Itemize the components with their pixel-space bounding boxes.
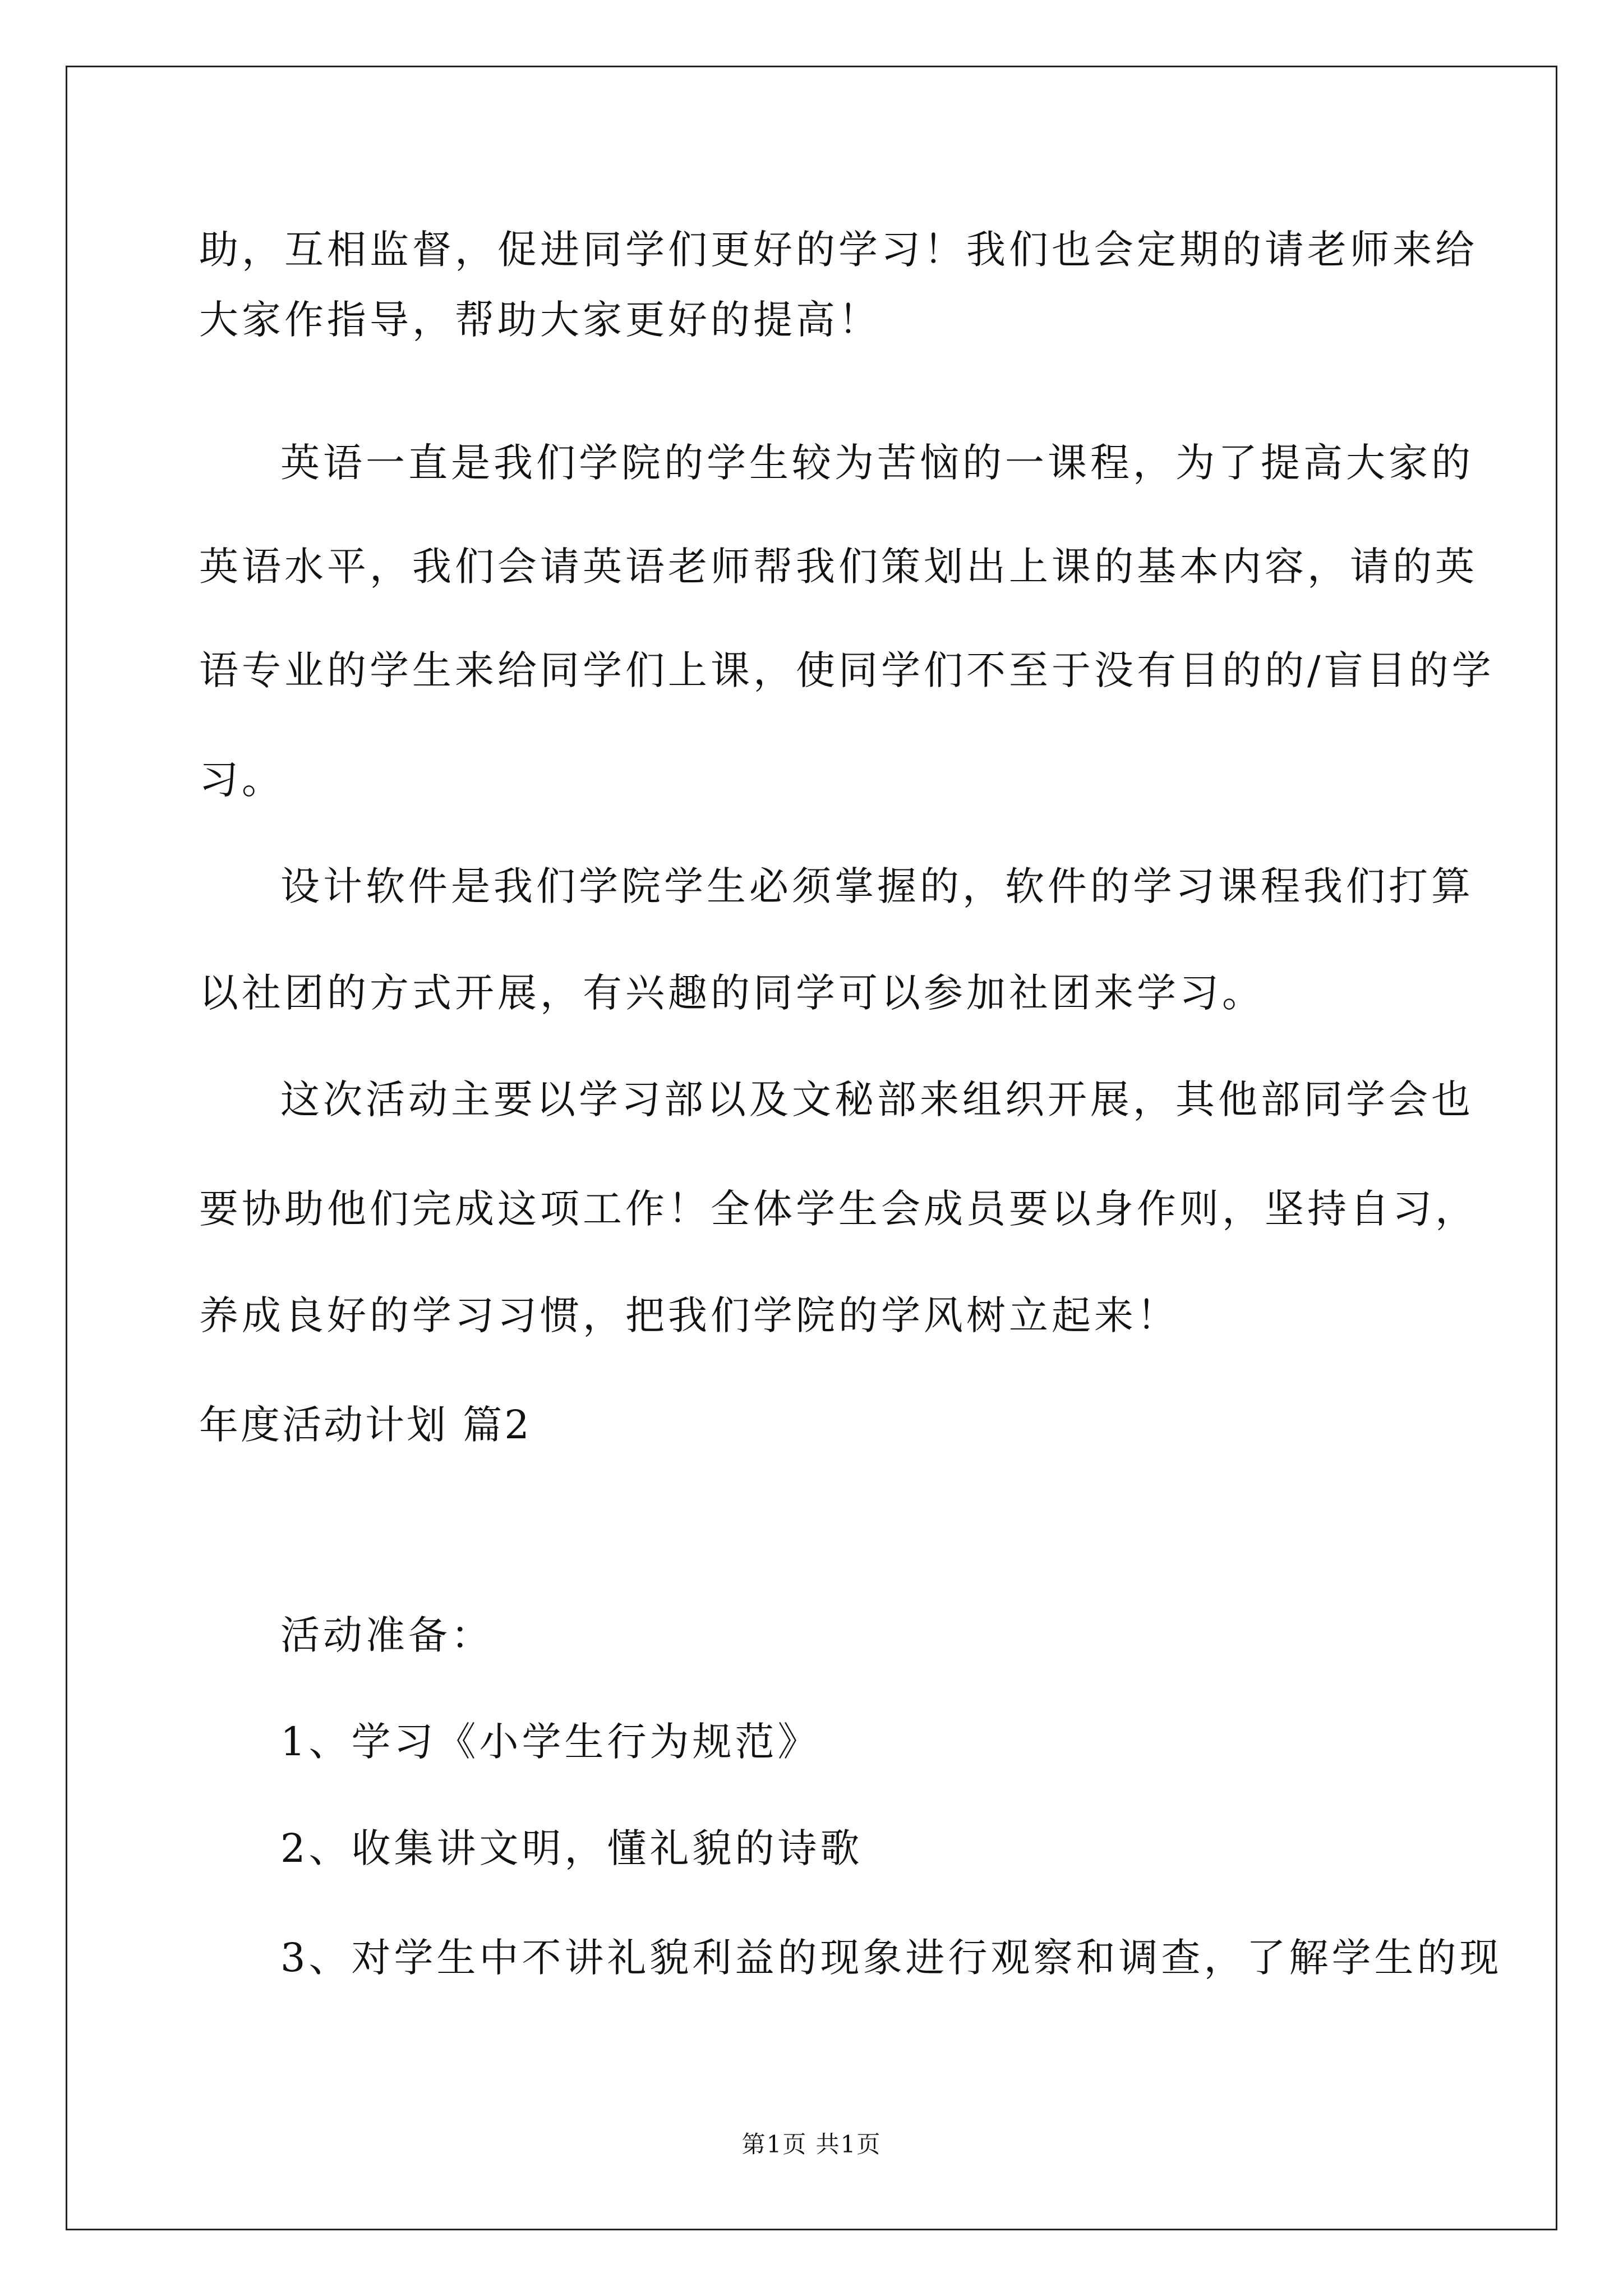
body-text-line: 大家作指导，帮助大家更好的提高！ — [199, 297, 881, 343]
page-border — [66, 66, 1557, 2230]
body-text-line: 要协助他们完成这项工作！全体学生会成员要以身作则，坚持自习， — [199, 1186, 1478, 1232]
page-footer: 第1页 共1页 — [741, 2131, 882, 2158]
body-text-line: 养成良好的学习习惯，把我们学院的学风树立起来！ — [199, 1292, 1179, 1338]
list-item: 3、对学生中不讲礼貌利益的现象进行观察和调查，了解学生的现 — [280, 1935, 1502, 1981]
body-text-line: 这次活动主要以学习部以及文秘部来组织开展，其他部同学会也 — [280, 1076, 1474, 1122]
list-item: 1、学习《小学生行为规范》 — [280, 1719, 820, 1765]
body-text-line: 以社团的方式开展，有兴趣的同学可以参加社团来学习。 — [199, 970, 1265, 1016]
body-text-line: 语专业的学生来给同学们上课，使同学们不至于没有目的的/盲目的学 — [199, 647, 1495, 693]
body-text-line: 活动准备： — [280, 1612, 494, 1658]
body-text-line: 英语一直是我们学院的学生较为苦恼的一课程，为了提高大家的 — [280, 440, 1474, 486]
body-text-line: 助，互相监督，促进同学们更好的学习！我们也会定期的请老师来给 — [199, 227, 1478, 273]
body-text-line: 习。 — [199, 757, 284, 803]
list-item: 2、收集讲文明，懂礼貌的诗歌 — [280, 1825, 863, 1871]
body-text-line: 英语水平，我们会请英语老师帮我们策划出上课的基本内容，请的英 — [199, 544, 1478, 590]
body-text-line: 设计软件是我们学院学生必须掌握的，软件的学习课程我们打算 — [280, 863, 1474, 909]
section-heading: 年度活动计划 篇2 — [199, 1402, 532, 1448]
